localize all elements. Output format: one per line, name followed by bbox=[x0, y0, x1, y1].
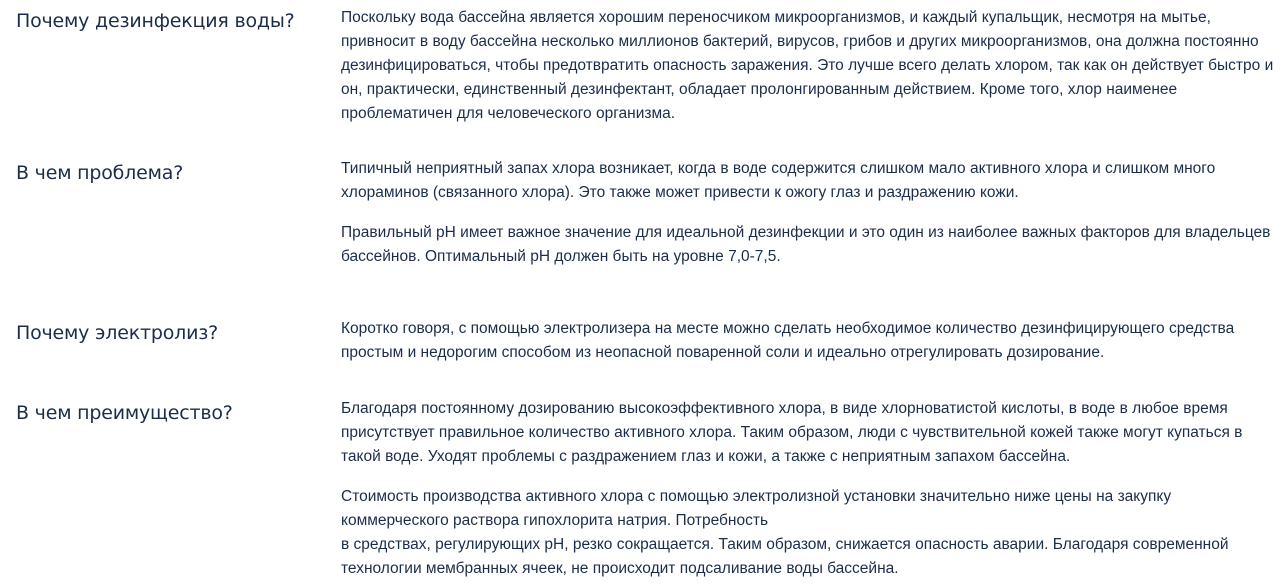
faq-question: Почему электролиз? bbox=[16, 322, 219, 344]
faq-answer bbox=[341, 6, 1277, 126]
faq-answer-paragraph: Коротко говоря, с помощью электролизера на месте можно сделать необходимое количество дезинфицирующего средства простым и недорогим способом из неопасной поваренной соли и идеально отрегулировать дозирование. bbox=[341, 320, 1235, 361]
faq-answer bbox=[341, 317, 1277, 365]
faq-answer bbox=[341, 397, 1277, 581]
faq-answer-paragraph: Типичный неприятный запах хлора возникает, когда в воде содержится слишком мало активного хлора и слишком много хлораминов (связанного хлора). Это также может привести к ожогу глаз и раздражению кожи. bbox=[341, 160, 1216, 201]
faq-question: В чем преимущество? bbox=[16, 402, 233, 424]
faq-answer bbox=[341, 157, 1277, 269]
faq-answer-paragraph: Правильный pH имеет важное значение для идеальной дезинфекции и это один из наиболее важных факторов для владельцев бассейнов. Оптимальный pH должен быть на уровне 7,0-7,5. bbox=[341, 224, 1271, 265]
faq-answer-paragraph: Поскольку вода бассейна является хорошим переносчиком микроорганизмов, и каждый купальщик, несмотря на мытье, привносит в воду бассейна несколько миллионов бактерий, вирусов, грибов и других микроорганизмов, она должна постоянно дезинфицироваться, чтобы предотвратить опасность заражения. Это лучше всего делать хлором, так как он действует быстро и он, практически, единственный дезинфектант, обладает пролонгированным действием. Кроме того, хлор наименее проблематичен для человеческого организма. bbox=[341, 9, 1274, 122]
faq-answer-line: в средствах, регулирующих pH, резко сокращается. Таким образом, снижается опасность аварии. Благодаря современной технологии мембранных ячеек, не происходит подсаливание воды бассейна. bbox=[341, 536, 1229, 577]
faq-answer-paragraph bbox=[341, 485, 1277, 581]
faq-answer-paragraph: Благодаря постоянному дозированию высокоэффективного хлора, в виде хлорноватистой кислоты, в воде в любое время присутствует правильное количество активного хлора. Таким образом, люди с чувствительной кожей также могут купаться в такой воде. Уходят проблемы с раздражением глаз и кожи, а также с неприятным запахом бассейна. bbox=[341, 400, 1243, 465]
faq-question: Почему дезинфекция воды? bbox=[16, 10, 295, 32]
faq-answer-line: Стоимость производства активного хлора с помощью электролизной установки значительно ниже цены на закупку коммерческого раствора гипохлорита натрия. Потребность bbox=[341, 488, 1172, 529]
faq-question: В чем проблема? bbox=[16, 162, 184, 184]
